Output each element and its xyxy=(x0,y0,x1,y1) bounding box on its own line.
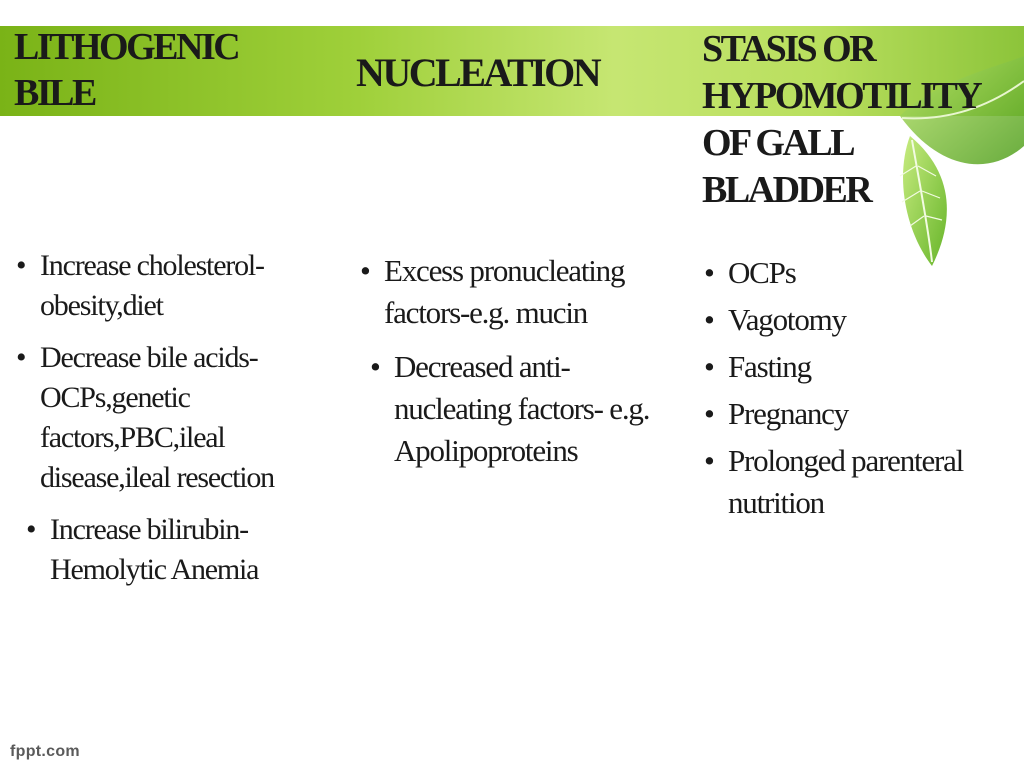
lithogenic-bile-list xyxy=(14,246,344,602)
header-lithogenic-bile xyxy=(14,24,238,116)
list-item: • Decreased anti-nucleating factors- e.g. Apolipoproteins xyxy=(368,346,678,472)
list-item: • Excess pronucleating factors-e.g. mucin xyxy=(358,250,678,334)
header-line: HYPOMOTILITY xyxy=(702,75,981,117)
list-item: • OCPs xyxy=(702,252,1012,294)
header-stasis-hypomotility xyxy=(702,26,980,214)
header-line: STASIS OR xyxy=(702,28,875,70)
list-item: • Vagotomy xyxy=(702,299,1012,341)
header-line: BILE xyxy=(14,72,95,114)
list-item: • Increase bilirubin-Hemolytic Anemia xyxy=(24,510,344,590)
list-item: • Pregnancy xyxy=(702,393,1012,435)
header-line: OF GALL xyxy=(702,122,854,164)
nucleation-list xyxy=(358,250,678,484)
stasis-list xyxy=(702,252,1012,529)
header-nucleation: NUCLEATION xyxy=(356,50,600,95)
list-item: • Decrease bile acids-OCPs,genetic factors,PBC,ileal disease,ileal resection xyxy=(14,338,344,498)
list-item: • Increase cholesterol-obesity,diet xyxy=(14,246,344,326)
list-item: • Fasting xyxy=(702,346,1012,388)
header-line: LITHOGENIC xyxy=(14,26,239,68)
header-line: BLADDER xyxy=(702,169,871,211)
list-item: • Prolonged parenteral nutrition xyxy=(702,440,1012,524)
fppt-logo: fppt.com xyxy=(10,743,80,760)
